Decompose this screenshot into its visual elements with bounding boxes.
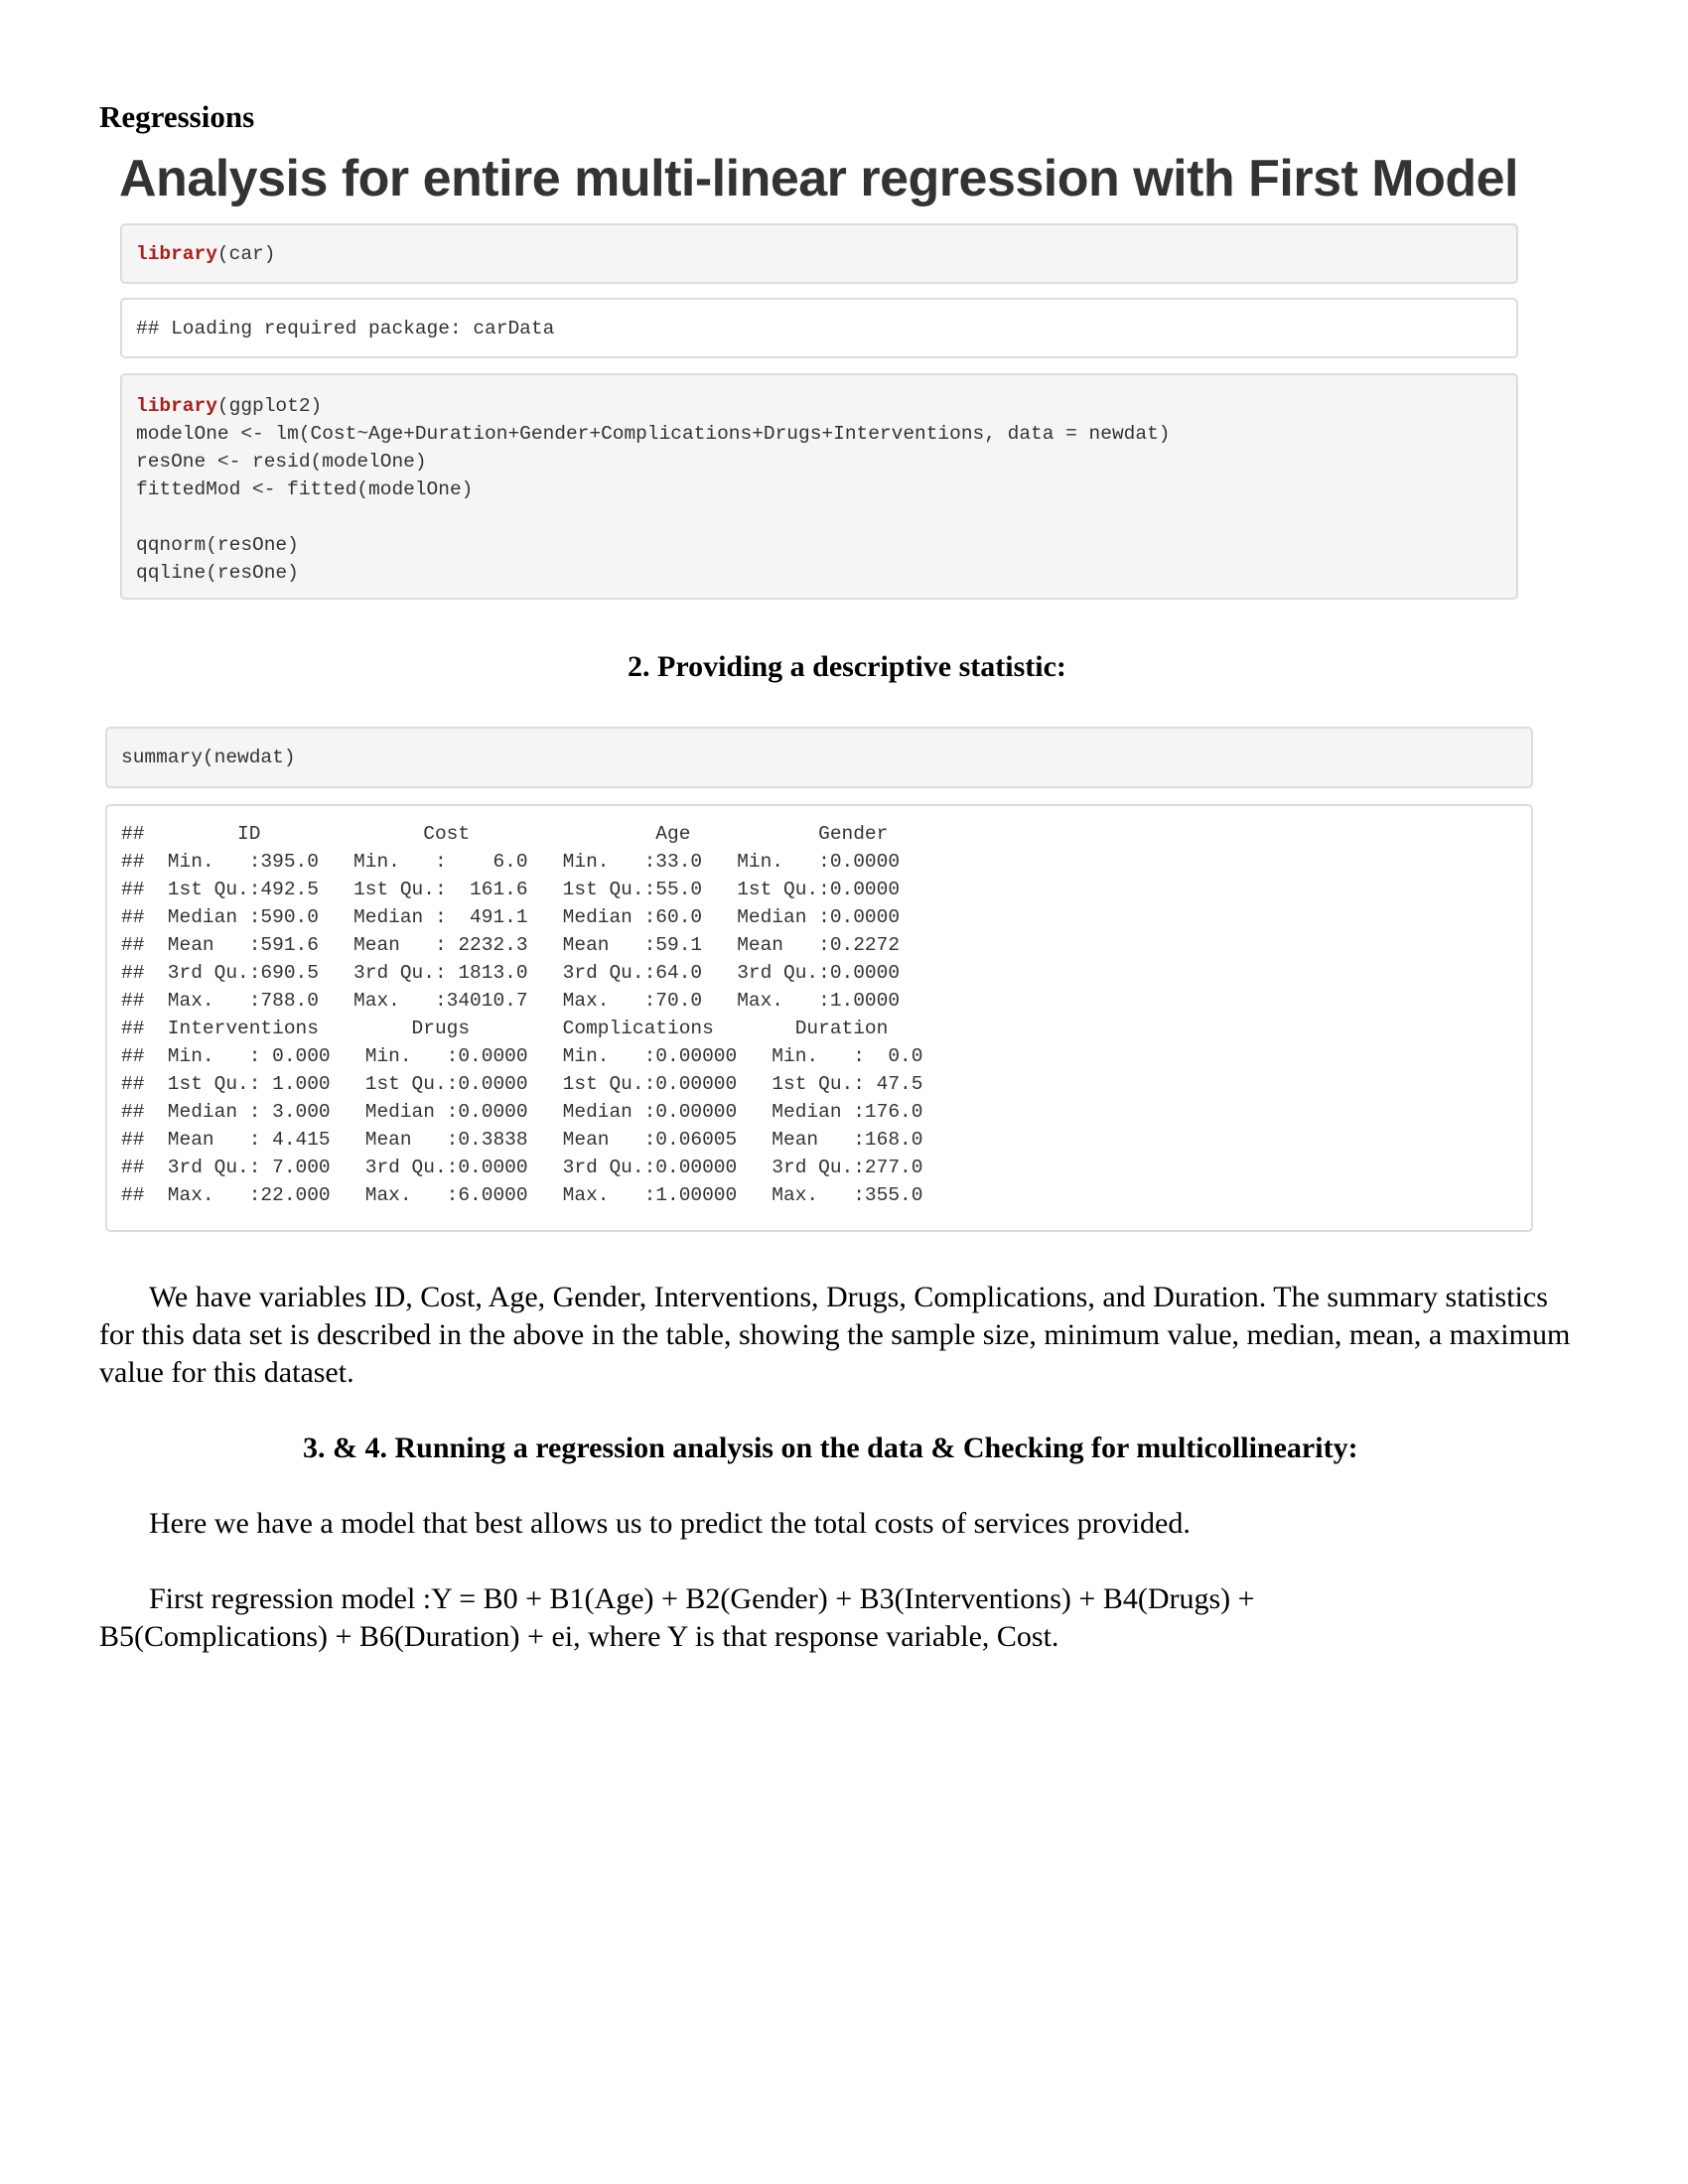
- summary-line: ## Median :590.0 Median : 491.1 Median :60.0 Median :0.0000: [121, 906, 901, 928]
- code-line: modelOne <- lm(Cost~Age+Duration+Gender+Complications+Drugs+Interventions, data = newdat): [136, 423, 1171, 445]
- code-text: (car): [216, 243, 276, 265]
- paragraph-variables: We have variables ID, Cost, Age, Gender, Interventions, Drugs, Complications, and Duration. The summary statistics for this data set is described in the above in the table, showing the sample size, minimum value, median, mean, a maximum value for this dataset.: [99, 1281, 1571, 1389]
- code-text: summary(newdat): [121, 747, 296, 768]
- summary-line: ## Min. :395.0 Min. : 6.0 Min. :33.0 Min. :0.0000: [121, 851, 901, 873]
- code-block-model: [120, 373, 1518, 600]
- page-title: Analysis for entire multi-linear regression with First Model: [119, 150, 1518, 207]
- summary-line: ## Min. : 0.000 Min. :0.0000 Min. :0.00000 Min. : 0.0: [121, 1045, 923, 1067]
- summary-line: ## Median : 3.000 Median :0.0000 Median :0.00000 Median :176.0: [121, 1101, 923, 1123]
- heading-regression-analysis: 3. & 4. Running a regression analysis on the data & Checking for multicollinearity:: [303, 1432, 1358, 1464]
- summary-line: ## 3rd Qu.:690.5 3rd Qu.: 1813.0 3rd Qu.:64.0 3rd Qu.:0.0000: [121, 962, 901, 984]
- summary-line: ## 1st Qu.: 1.000 1st Qu.:0.0000 1st Qu.:0.00000 1st Qu.: 47.5: [121, 1073, 923, 1095]
- summary-output: [121, 820, 1517, 1209]
- summary-line: ## ID Cost Age Gender: [121, 823, 889, 845]
- summary-line: ## 1st Qu.:492.5 1st Qu.: 161.6 1st Qu.:55.0 1st Qu.:0.0000: [121, 879, 901, 900]
- summary-line: ## Mean : 4.415 Mean :0.3838 Mean :0.06005 Mean :168.0: [121, 1129, 923, 1151]
- summary-line: ## Max. :788.0 Max. :34010.7 Max. :70.0 Max. :1.0000: [121, 990, 901, 1012]
- paragraph-regression-formula: First regression model :Y = B0 + B1(Age) + B2(Gender) + B3(Interventions) + B4(Drugs) + B5(Complications) + B6(Duration) + ei, where Y is that response variable, Cost.: [99, 1582, 1255, 1653]
- code-block-library-car: [120, 223, 1518, 284]
- code-block-summary: [105, 727, 1533, 788]
- output-block-loading: [120, 298, 1518, 358]
- code-line: qqline(resOne): [136, 562, 299, 584]
- code-keyword: library: [136, 243, 217, 265]
- output-text: ## Loading required package: carData: [136, 318, 555, 340]
- summary-line: ## 3rd Qu.: 7.000 3rd Qu.:0.0000 3rd Qu.:0.00000 3rd Qu.:277.0: [121, 1157, 923, 1178]
- summary-output-block: [105, 804, 1533, 1232]
- summary-line: ## Mean :591.6 Mean : 2232.3 Mean :59.1 Mean :0.2272: [121, 934, 901, 956]
- section-heading: Regressions: [99, 99, 255, 134]
- code-line: fittedMod <- fitted(modelOne): [136, 478, 474, 500]
- heading-descriptive-statistic: 2. Providing a descriptive statistic:: [628, 650, 1066, 683]
- code-text: (ggplot2): [216, 395, 323, 417]
- code-line: resOne <- resid(modelOne): [136, 451, 427, 473]
- summary-line: ## Max. :22.000 Max. :6.0000 Max. :1.00000 Max. :355.0: [121, 1184, 923, 1206]
- paragraph-model-intro: Here we have a model that best allows us to predict the total costs of services provided.: [149, 1507, 1191, 1540]
- code-line: qqnorm(resOne): [136, 534, 299, 556]
- code-keyword: library: [136, 395, 217, 417]
- summary-line: ## Interventions Drugs Complications Duration: [121, 1018, 889, 1039]
